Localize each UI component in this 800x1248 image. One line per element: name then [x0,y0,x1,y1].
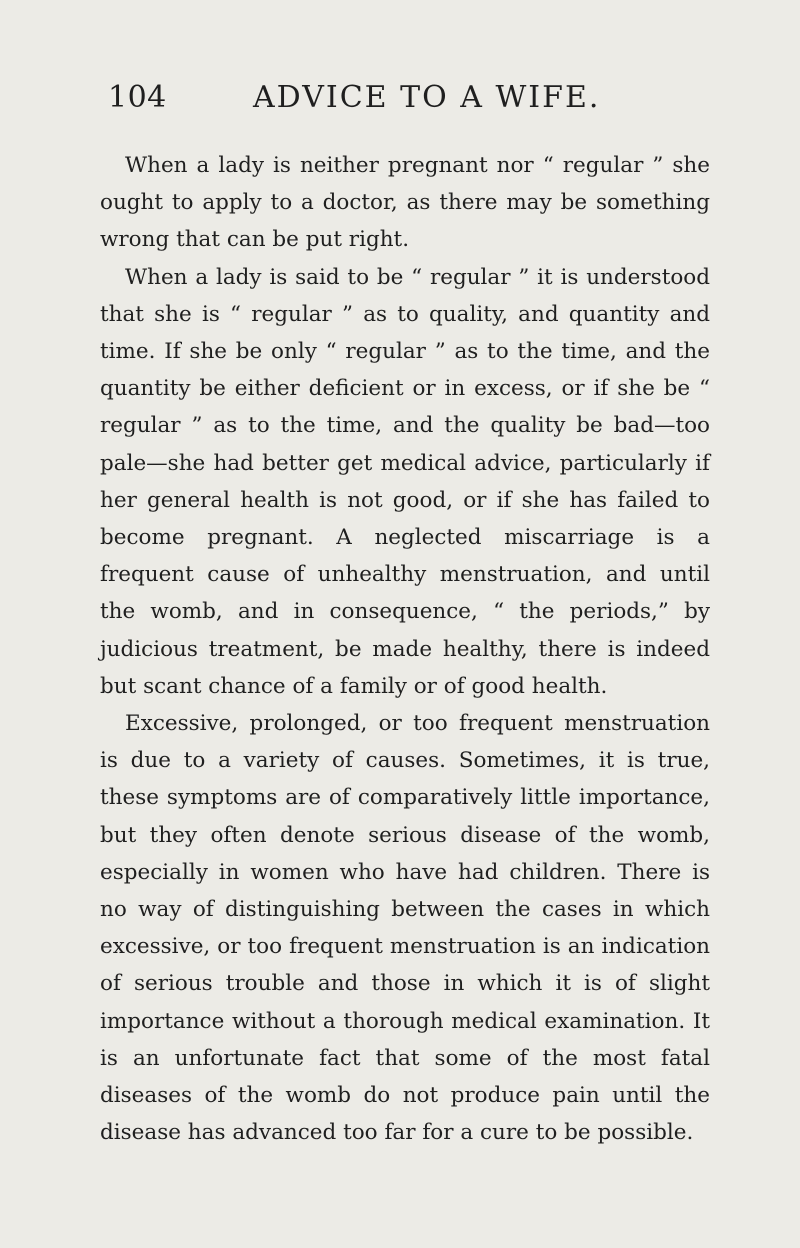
running-head: ADVICE TO A WIFE. [253,80,601,115]
paragraph-excessive-menstruation: Excessive, prolonged, or too frequent menstruation is due to a variety of causes. Sometimes, it is true, these symptoms are of comparatively little importance, but they often denote serious disease of the womb, especially in women who have had children. There is no way of distinguishing between the cases in which excessive, or too frequent menstruation is an indication of serious trouble and those in which it is of slight importance without a thorough medical examination. It is an unfortunate fact that some of the most fatal diseases of the womb do not produce pain until the disease has advanced too far for a cure to be possible. [100,711,710,1146]
paragraph-regularity: When a lady is neither pregnant nor “ regular ” she ought to apply to a doctor, as there may be something wrong that can be put right. [100,153,710,253]
body-text [100,147,710,1151]
paragraph-quality-quantity: When a lady is said to be “ regular ” it is understood that she is “ regular ” as to quality, and quantity and time. If she be only “ regular ” as to the time, and the quantity be either deficient or in excess, or if she be “ regular ” as to the time, and the quality be bad—too pale—she had better get medical advice, particularly if her general health is not good, or if she has failed to become pregnant. A neglected miscarriage is a frequent cause of unhealthy menstruation, and until the womb, and in consequence, “ the periods,” by judicious treatment, be made healthy, there is indeed but scant chance of a family or of good health. [100,264,710,699]
page-number: 104 [108,80,167,115]
page-header [108,80,748,120]
